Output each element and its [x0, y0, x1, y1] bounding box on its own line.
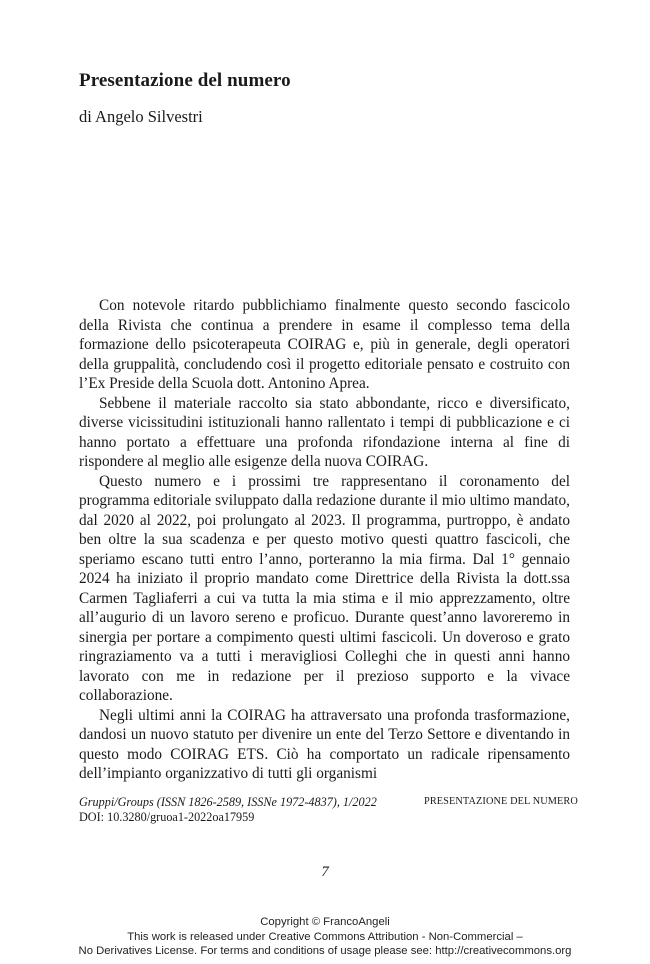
journal-reference: Gruppi/Groups (ISSN 1826-2589, ISSNe 1972-4837), 1/2022: [79, 795, 377, 809]
article-title: Presentazione del numero: [79, 70, 291, 91]
article-body: [79, 296, 570, 784]
body-paragraph: Con notevole ritardo pubblichiamo finalmente questo secondo fascicolo della Rivista che continua a prendere in esame il complesso tema della formazione dello psicoterapeuta COIRAG e, più in generale, degli operatori della gruppalità, concludendo così il progetto editoriale pensato e costruito con l’Ex Preside della Scuola dott. Antonino Aprea.: [79, 297, 570, 392]
body-paragraph: Negli ultimi anni la COIRAG ha attraversato una profonda trasformazione, dandosi un nuovo statuto per divenire un ente del Terzo Settore e diventando in questo modo COIRAG ETS. Ciò ha comportato un radicale ripensamento dell’impianto organizzativo di tutti gli organismi: [79, 706, 570, 782]
journal-citation: [79, 795, 377, 825]
copyright-notice: [0, 915, 650, 959]
license-line: This work is released under Creative Commons Attribution - Non-Commercial –: [127, 930, 523, 943]
body-paragraph: Sebbene il materiale raccolto sia stato abbondante, ricco e diversificato, diverse vicissitudini istituzionali hanno rallentato i tempi di pubblicazione e ci hanno portato a effettuare una profonda rifondazione interna al fine di rispondere al meglio alle esigenze della nuova COIRAG.: [79, 394, 570, 470]
copyright-line: Copyright © FrancoAngeli: [260, 916, 390, 928]
license-terms-line: No Derivatives License. For terms and conditions of usage please see: http://creativecommons.org: [78, 945, 572, 957]
doi-reference: DOI: 10.3280/gruoa1-2022oa17959: [79, 810, 255, 824]
page-number: 7: [321, 864, 329, 880]
body-paragraph: Questo numero e i prossimi tre rappresentano il coronamento del programma editoriale sviluppato dalla redazione durante il mio ultimo mandato, dal 2020 al 2022, poi prolungato al 2023. Il programma, purtroppo, è andato ben oltre la sua scadenza e per questo motivo questi quattro fascicoli, che speriamo escano tutti entro l’anno, porteranno la mia firma. Dal 1° gennaio 2024 ha iniziato il proprio mandato come Direttrice della Rivista la dott.ssa Carmen Tagliaferri a cui va tutta la mia stima e il mio apprezzamento, oltre all’augurio di un lavoro sereno e proficuo. Durante quest’anno lavoreremo in sinergia per portare a compimento questi ultimi fascicoli. Un doveroso e grato ringraziamento va a tutti i meravigliosi Colleghi che in questi anni hanno lavorato con me in redazione per il prezioso supporto e la vivace collaborazione.: [79, 472, 570, 704]
running-head: PRESENTAZIONE DEL NUMERO: [424, 796, 578, 807]
article-author: di Angelo Silvestri: [79, 107, 203, 126]
